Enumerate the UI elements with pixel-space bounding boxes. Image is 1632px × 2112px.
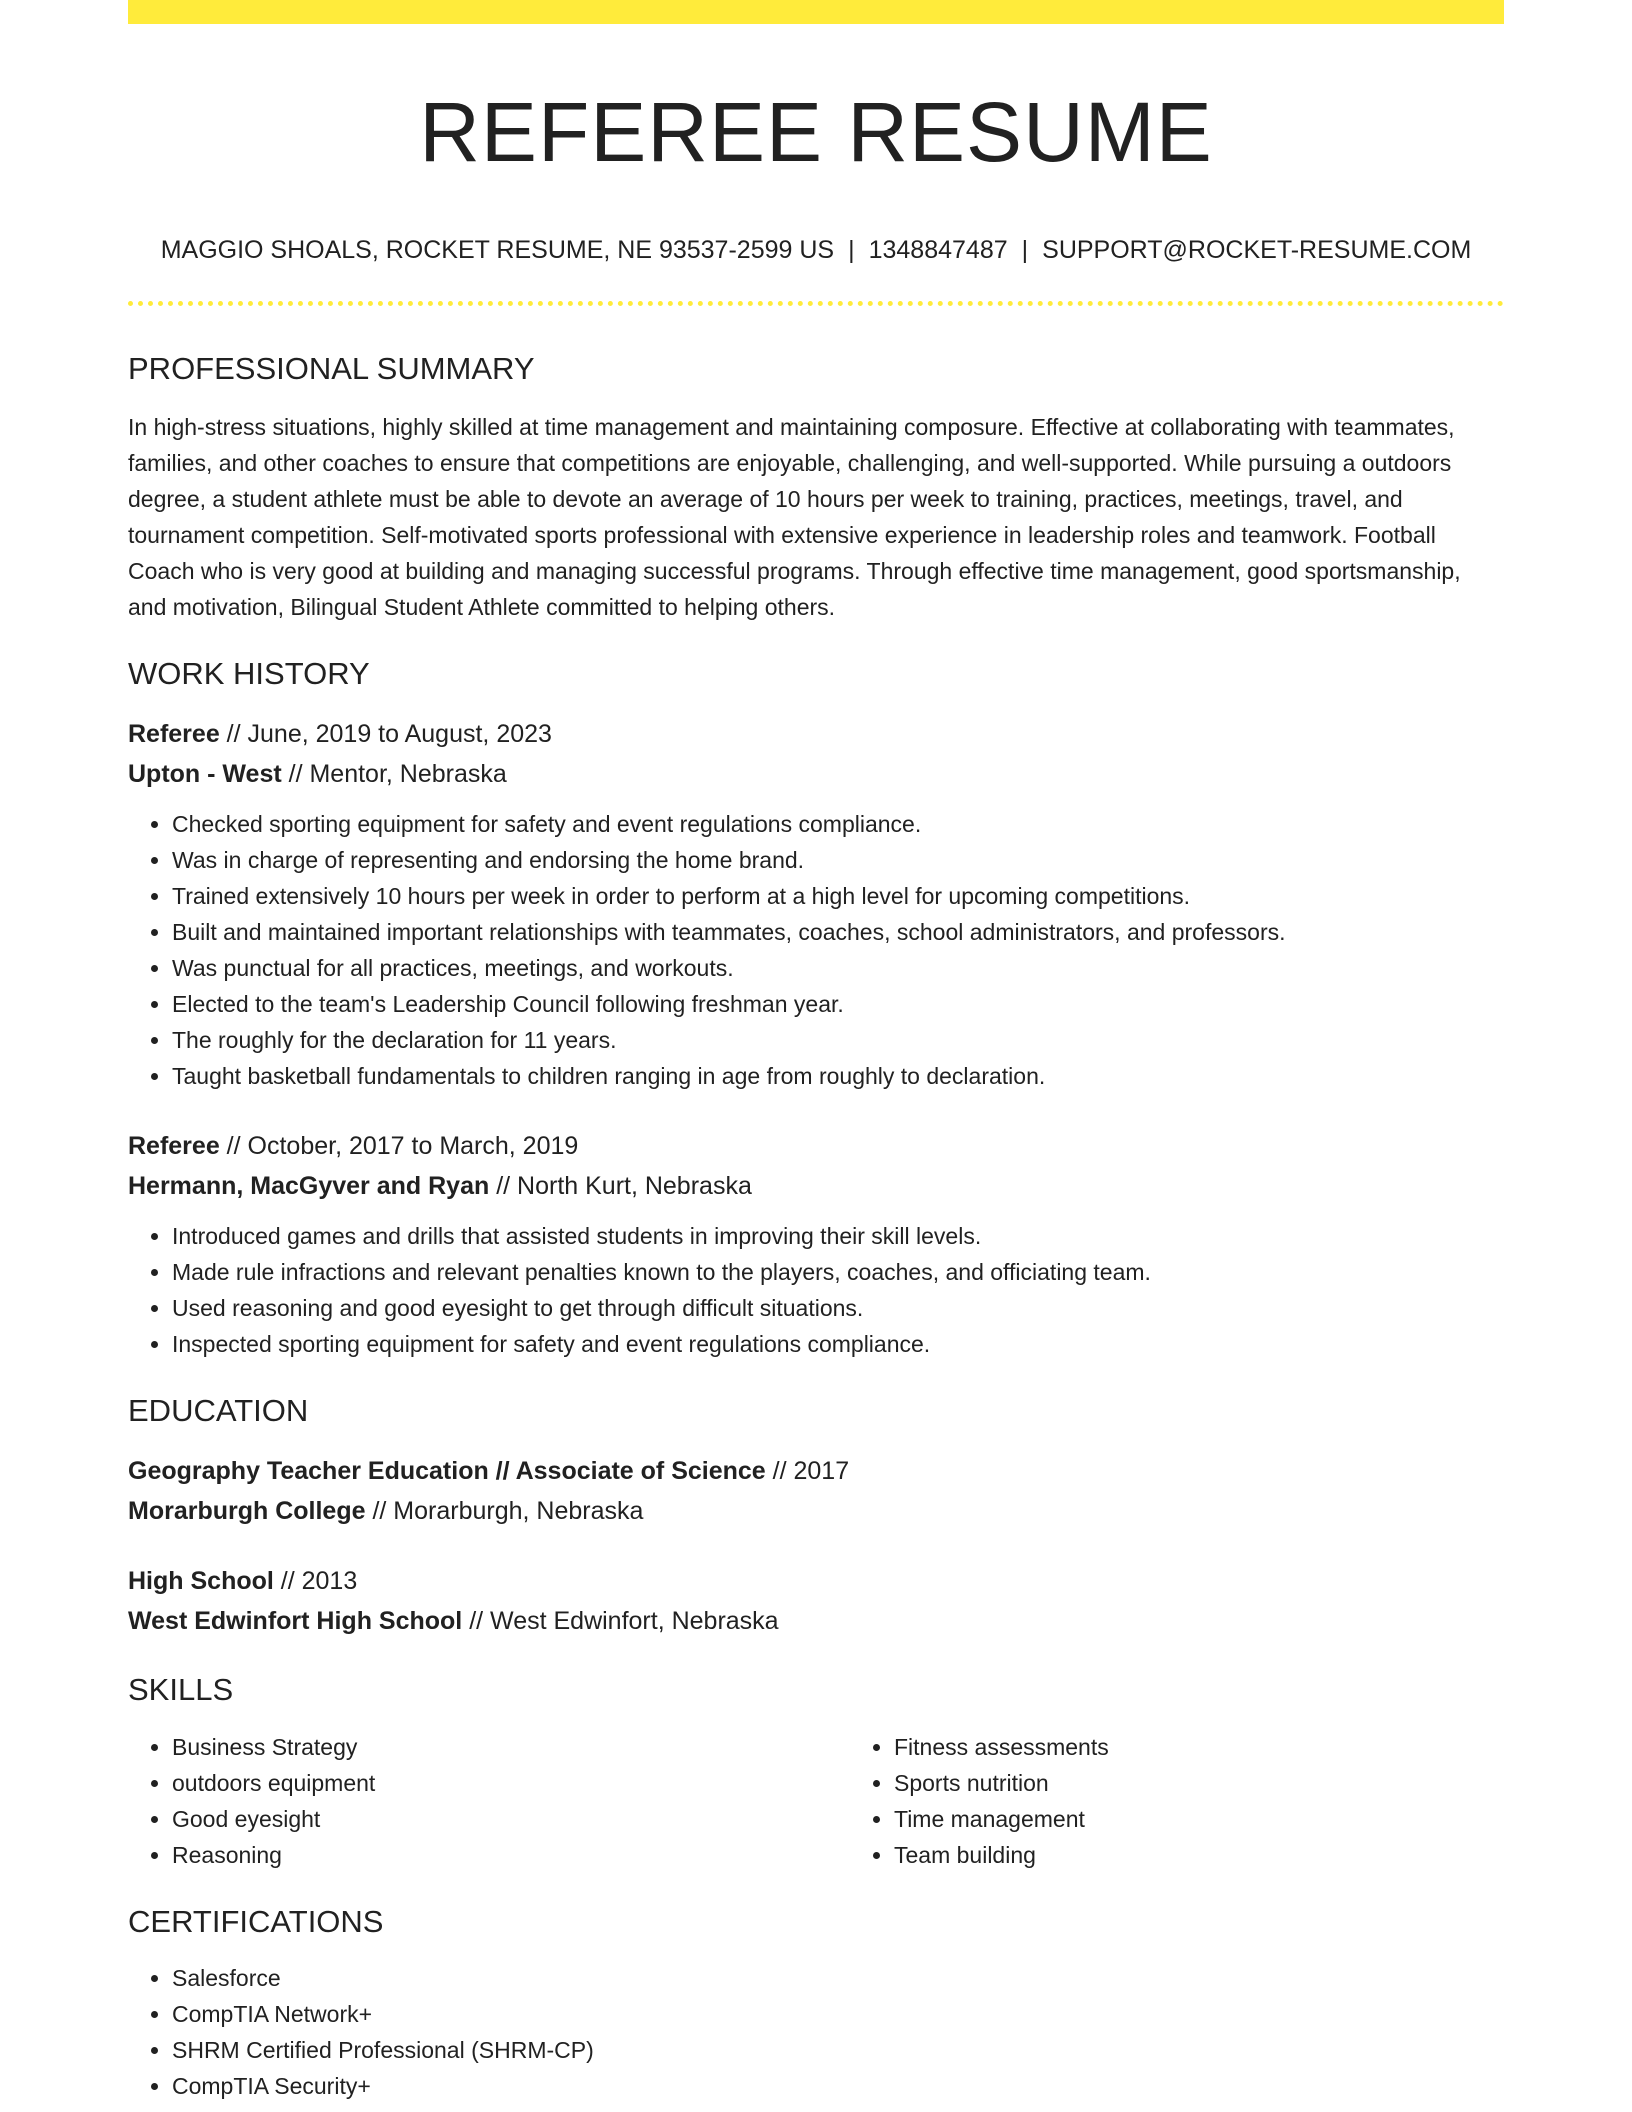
job-bullet: • Inspected sporting equipment for safety and event regulations compliance. [172, 1326, 1504, 1362]
job-title-line [128, 714, 1504, 754]
certifications-heading: CERTIFICATIONS [128, 1903, 384, 1939]
skills-heading: SKILLS [128, 1672, 234, 1708]
contact-separator: | [1021, 235, 1029, 264]
education-year: // 2013 [273, 1567, 358, 1596]
job-title: Referee [128, 1132, 220, 1161]
certification-item: • Salesforce [172, 1960, 1504, 1996]
job-location: // North Kurt, Nebraska [489, 1172, 752, 1201]
job-bullets [128, 1218, 1504, 1362]
contact-separator: | [848, 235, 855, 264]
education-degree-line [128, 1451, 1504, 1491]
education-degree: High School [128, 1567, 274, 1596]
job-entry [128, 1126, 1504, 1362]
education-location: // West Edwinfort, Nebraska [462, 1607, 779, 1636]
skill-item: • Sports nutrition [894, 1765, 1504, 1801]
education-heading: EDUCATION [128, 1393, 309, 1429]
skill-item: • Time management [894, 1801, 1504, 1837]
summary-text: In high-stress situations, highly skilled at time management and maintaining composure. Effective at collaborating with teammates, families, and other coaches to ensure that competitions are enjoyable, challenging, and well-supported. While pursuing a outdoors degree, a student athlete must be able to devote an average of 10 hours per week to training, practices, meetings, travel, and tournament competition. Self-motivated sports professional with extensive experience in leadership roles and teamwork. Football Coach who is very good at building and managing successful programs. Through effective time management, good sportsmanship, and motivation, Bilingual Student Athlete committed to helping others. [128, 413, 1461, 620]
certification-item: • SHRM Certified Professional (SHRM-CP) [172, 2032, 1504, 2068]
job-employer-line [128, 754, 1504, 794]
skill-item: • Team building [894, 1837, 1504, 1873]
skill-item: • Reasoning [172, 1837, 850, 1873]
job-title: Referee [128, 720, 220, 749]
job-bullet: • Used reasoning and good eyesight to get through difficult situations. [172, 1290, 1504, 1326]
skills-columns [128, 1729, 1504, 1873]
job-bullet: • Was punctual for all practices, meetings, and workouts. [172, 950, 1504, 986]
education-school: Morarburgh College [128, 1497, 366, 1526]
work-history-section [128, 655, 1504, 1362]
education-school-line [128, 1491, 1504, 1531]
resume-title: REFEREE RESUME [419, 85, 1213, 179]
skills-right-list [850, 1729, 1504, 1873]
job-bullet: • Was in charge of representing and endorsing the home brand. [172, 842, 1504, 878]
education-location: // Morarburgh, Nebraska [365, 1497, 644, 1526]
education-school: West Edwinfort High School [128, 1607, 463, 1636]
job-dates: // October, 2017 to March, 2019 [219, 1132, 579, 1161]
job-location: // Mentor, Nebraska [281, 760, 507, 789]
certifications-section [128, 1903, 1504, 2104]
job-dates: // June, 2019 to August, 2023 [219, 720, 552, 749]
job-employer: Upton - West [128, 760, 282, 789]
skill-item: • outdoors equipment [172, 1765, 850, 1801]
certifications-list [128, 1960, 1504, 2104]
job-bullet: • Taught basketball fundamentals to children ranging in age from roughly to declaration. [172, 1058, 1504, 1094]
education-degree-line [128, 1561, 1504, 1601]
job-employer: Hermann, MacGyver and Ryan [128, 1172, 490, 1201]
contact-line [128, 235, 1504, 265]
job-bullet: • Introduced games and drills that assisted students in improving their skill levels. [172, 1218, 1504, 1254]
education-entry [128, 1451, 1504, 1531]
skill-item: • Fitness assessments [894, 1729, 1504, 1765]
education-section [128, 1392, 1504, 1641]
certification-item: • CompTIA Network+ [172, 1996, 1504, 2032]
education-degree: Geography Teacher Education // Associate of Science [128, 1457, 766, 1486]
job-employer-line [128, 1166, 1504, 1206]
job-entry [128, 714, 1504, 1094]
summary-heading: PROFESSIONAL SUMMARY [128, 350, 535, 386]
skills-left-list [128, 1729, 850, 1873]
job-bullets [128, 806, 1504, 1094]
job-title-line [128, 1126, 1504, 1166]
summary-section [128, 350, 1504, 625]
skills-section [128, 1671, 1504, 1872]
education-entry [128, 1561, 1504, 1641]
resume-page [128, 0, 1504, 2104]
work-history-heading: WORK HISTORY [128, 655, 370, 691]
education-school-line [128, 1601, 1504, 1641]
dotted-divider [128, 301, 1504, 306]
job-bullet: • Built and maintained important relationships with teammates, coaches, school administrators, and professors. [172, 914, 1504, 950]
skill-item: • Business Strategy [172, 1729, 850, 1765]
job-bullet: • Trained extensively 10 hours per week in order to perform at a high level for upcoming competitions. [172, 878, 1504, 914]
job-bullet: • The roughly for the declaration for 11 years. [172, 1022, 1504, 1058]
job-bullet: • Made rule infractions and relevant penalties known to the players, coaches, and officiating team. [172, 1254, 1504, 1290]
skill-item: • Good eyesight [172, 1801, 850, 1837]
accent-top-bar [128, 0, 1504, 24]
contact-address: MAGGIO SHOALS, ROCKET RESUME, NE 93537-2599 US [160, 235, 835, 264]
job-bullet: • Checked sporting equipment for safety and event regulations compliance. [172, 806, 1504, 842]
job-bullet: • Elected to the team's Leadership Council following freshman year. [172, 986, 1504, 1022]
certification-item: • CompTIA Security+ [172, 2068, 1504, 2104]
contact-phone: 1348847487 [868, 235, 1008, 264]
education-year: // 2017 [765, 1457, 850, 1486]
contact-email: SUPPORT@ROCKET-RESUME.COM [1042, 235, 1472, 264]
